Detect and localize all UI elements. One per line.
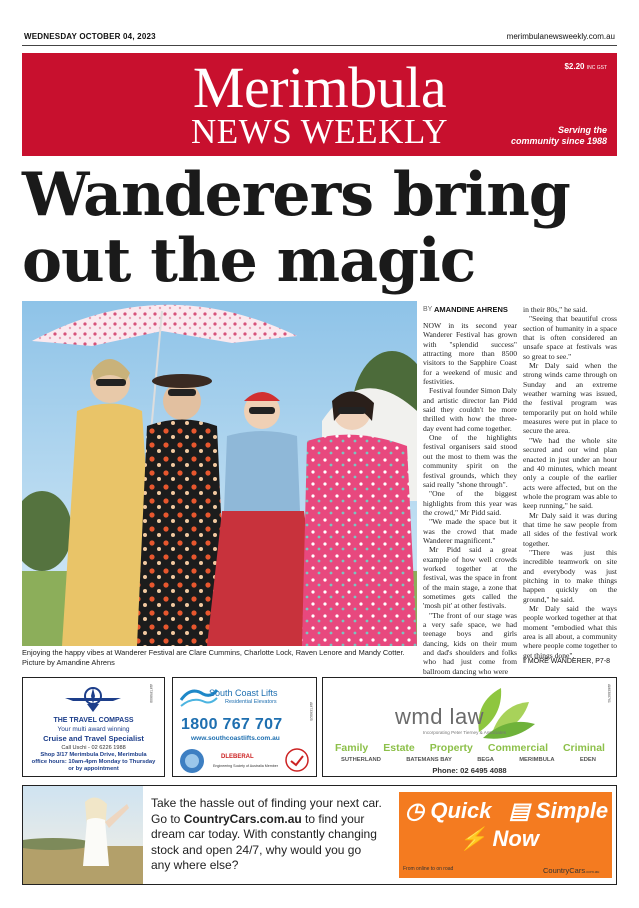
travel-specialist: Cruise and Travel Specialist	[43, 734, 144, 743]
tagline	[511, 125, 607, 147]
issue-date: WEDNESDAY OCTOBER 04, 2023	[24, 32, 156, 41]
cc-line-5: any where else?	[151, 858, 239, 873]
cc-line-2b: CountryCars.com.au	[183, 811, 302, 826]
festival-photo-illustration	[22, 301, 417, 646]
top-divider	[22, 45, 617, 46]
lifts-phone: 1800 767 707	[181, 716, 283, 733]
wmd-areas	[335, 742, 605, 754]
wmd-towns	[341, 757, 596, 763]
paragraph: Mr Daly said it was during that time he saw people from all sides of the festival work together.	[523, 510, 617, 548]
ad-cc-copy	[151, 796, 411, 874]
paragraph: "There was just this incredible teamwork on site and everybody was just pitching in to make things happen quickly on the ground," he said.	[523, 547, 617, 604]
lifts-partner-logo: DLEBERAL	[221, 754, 254, 760]
town: BEGA	[477, 757, 494, 763]
paragraph: Festival founder Simon Daly and artistic director Ian Pidd said they couldn't be more thrilled with how the three-day event had come together.	[423, 386, 517, 433]
article-column-2	[523, 305, 617, 660]
cc-brand	[543, 866, 599, 875]
tagline-line-1: Serving the	[557, 125, 607, 135]
cc-simple-label: Simple	[535, 798, 609, 823]
cc-brand-name: CountryCars	[543, 866, 586, 875]
clock-icon: ◷	[405, 798, 425, 823]
document-icon: ▤	[509, 798, 530, 823]
more-link[interactable]	[523, 658, 619, 665]
paragraph: in their 80s," he said.	[523, 305, 588, 314]
mountain-logo-icon	[571, 854, 601, 866]
ad-south-coast-lifts[interactable]	[172, 677, 317, 777]
cc-line-2a: Go to	[151, 811, 184, 826]
travel-hours: office hours: 10am-4pm Monday to Thursday	[31, 759, 156, 765]
paragraph: "We had the whole site secured and our wind plan enacted in just under an hour and 40 minutes, which meant only a couple of the earlier acts were affected, but on the whole the program was able to keep running," he said.	[523, 435, 617, 511]
byline-prefix: BY	[423, 306, 433, 313]
travel-award: Your multi award winning	[57, 726, 130, 733]
town: BATEMANS BAY	[406, 757, 452, 763]
cc-now-label: Now	[492, 826, 539, 851]
travel-address: Shop 3/17 Merimbula Drive, Merimbula	[40, 752, 147, 758]
masthead-subtitle: NEWS WEEKLY	[191, 112, 448, 151]
travel-appointment: or by appointment	[68, 766, 119, 772]
cc-now	[459, 826, 539, 852]
paragraph: Mr Daly said the ways people worked together at that moment "embodied what this area is all about, a community where people come together to get things done".	[523, 604, 617, 660]
area-commercial: Commercial	[487, 742, 548, 754]
photo-caption: Enjoying the happy vibes at Wanderer Festival are Clare Cummins, Charlotte Lock, Raven Lenore and Mandy Cotter. Picture by Amandine Ahrens	[22, 648, 405, 667]
ad-code: AM7398608	[149, 684, 153, 703]
area-property: Property	[429, 742, 473, 754]
town: SUTHERLAND	[341, 757, 381, 763]
headline	[22, 162, 622, 294]
airplane-compass-icon	[61, 682, 125, 714]
cc-line-2	[151, 812, 411, 828]
bolt-icon: ⚡	[459, 826, 487, 851]
travel-phone: Call Uschi - 02 6226 1988	[61, 745, 126, 751]
town: MERIMBULA	[519, 757, 555, 763]
paragraph: "Seeing that beautiful cross section of humanity in a space that is often considered an unsafe space at festivals was so great to see."	[523, 314, 617, 361]
festival-photo	[22, 301, 417, 646]
paragraph: Mr Daly said when the strong winds came through on Sunday and an extreme weather warning was issued, the festival program was temporarily put on hold while measures were put in place to secure the area.	[523, 361, 617, 436]
ad-code: AM8388761	[607, 684, 611, 703]
area-criminal: Criminal	[562, 742, 605, 754]
paragraph: NOW in its second year Wanderer Festival has grown with "splendid success" attracting more than 8500 visitors to the Sapphire Coast for a weekend of music and festivities.	[423, 321, 517, 387]
lifts-name: South Coast Lifts	[209, 688, 278, 698]
lifts-url: www.southcoastlifts.com.au	[191, 735, 280, 742]
more-marker: ‖	[523, 658, 528, 665]
article-column-1	[423, 321, 517, 676]
headline-line-2: out the magic	[22, 226, 476, 296]
more-label: MORE WANDERER, P7-8	[527, 658, 611, 665]
cc-quick-label: Quick	[430, 798, 492, 823]
wmd-name: wmd law	[395, 704, 485, 729]
town: EDEN	[579, 757, 596, 763]
masthead	[22, 53, 617, 156]
badge-icon	[179, 748, 205, 774]
wmd-phone: Phone: 02 6495 4088	[432, 766, 507, 775]
tagline-line-2: community since 1988	[510, 136, 607, 146]
byline-author: AMANDINE AHRENS	[434, 305, 508, 314]
paragraph: "We made the space but it was the crowd that made Wanderer magnificent."	[423, 517, 517, 545]
certification-badge-icon	[285, 748, 309, 772]
woman-field-photo	[23, 786, 143, 884]
lifts-member: Engineering Society of Australia Member	[213, 764, 278, 768]
cc-line-4: stock and open 24/7, why would you go	[151, 842, 362, 857]
ad-travel-compass[interactable]	[22, 677, 165, 777]
cc-line-3: dream car today. With constantly changing	[151, 827, 377, 842]
cc-simple	[509, 798, 608, 824]
paragraph: "One of the biggest highlights from this year was the crowd," Mr Pidd said.	[423, 489, 517, 517]
cc-footer: From online to on road	[403, 866, 454, 872]
ad-code: AM7336825	[309, 702, 313, 721]
ad-wmd-law[interactable]	[322, 677, 617, 777]
paragraph: One of the highlights festival organisers said stood out the most to them was the community spirit on the festival grounds, which they said really "shone through".	[423, 433, 517, 489]
masthead-title: Merimbula	[192, 55, 447, 120]
headline-line-1: Wanderers bring	[22, 160, 570, 230]
price-note: INC GST	[586, 65, 607, 71]
lifts-sub: Residential Elevators	[225, 699, 277, 705]
cc-brand-suffix: .com.au	[585, 869, 600, 874]
price	[564, 62, 607, 71]
cc-line-2c: to find your	[301, 811, 365, 826]
travel-name: THE TRAVEL COMPASS	[53, 717, 134, 724]
cc-quick	[405, 798, 491, 824]
area-family: Family	[335, 742, 369, 754]
ad-country-cars[interactable]	[22, 785, 617, 885]
price-value: $2.20	[564, 62, 585, 71]
paragraph: Mr Pidd said a great example of how well crowds worked together at the festival, was the space in front of the main stage, a zone that sometimes gets called the 'mosh pit' at other festivals.	[423, 545, 517, 611]
area-estate: Estate	[383, 742, 415, 754]
wmd-sub: Incorporating Peter Tierney & Associates	[423, 730, 506, 735]
cc-line-1: Take the hassle out of finding your next car.	[151, 796, 382, 810]
paragraph: "The front of our stage was a very safe space, we had teenage boys and girls dancing, kids on their mum and dad's shoulders and folks who had just come from ballroom dancing who were	[423, 610, 517, 676]
website-url[interactable]: merimbulanewsweekly.com.au	[506, 32, 615, 41]
